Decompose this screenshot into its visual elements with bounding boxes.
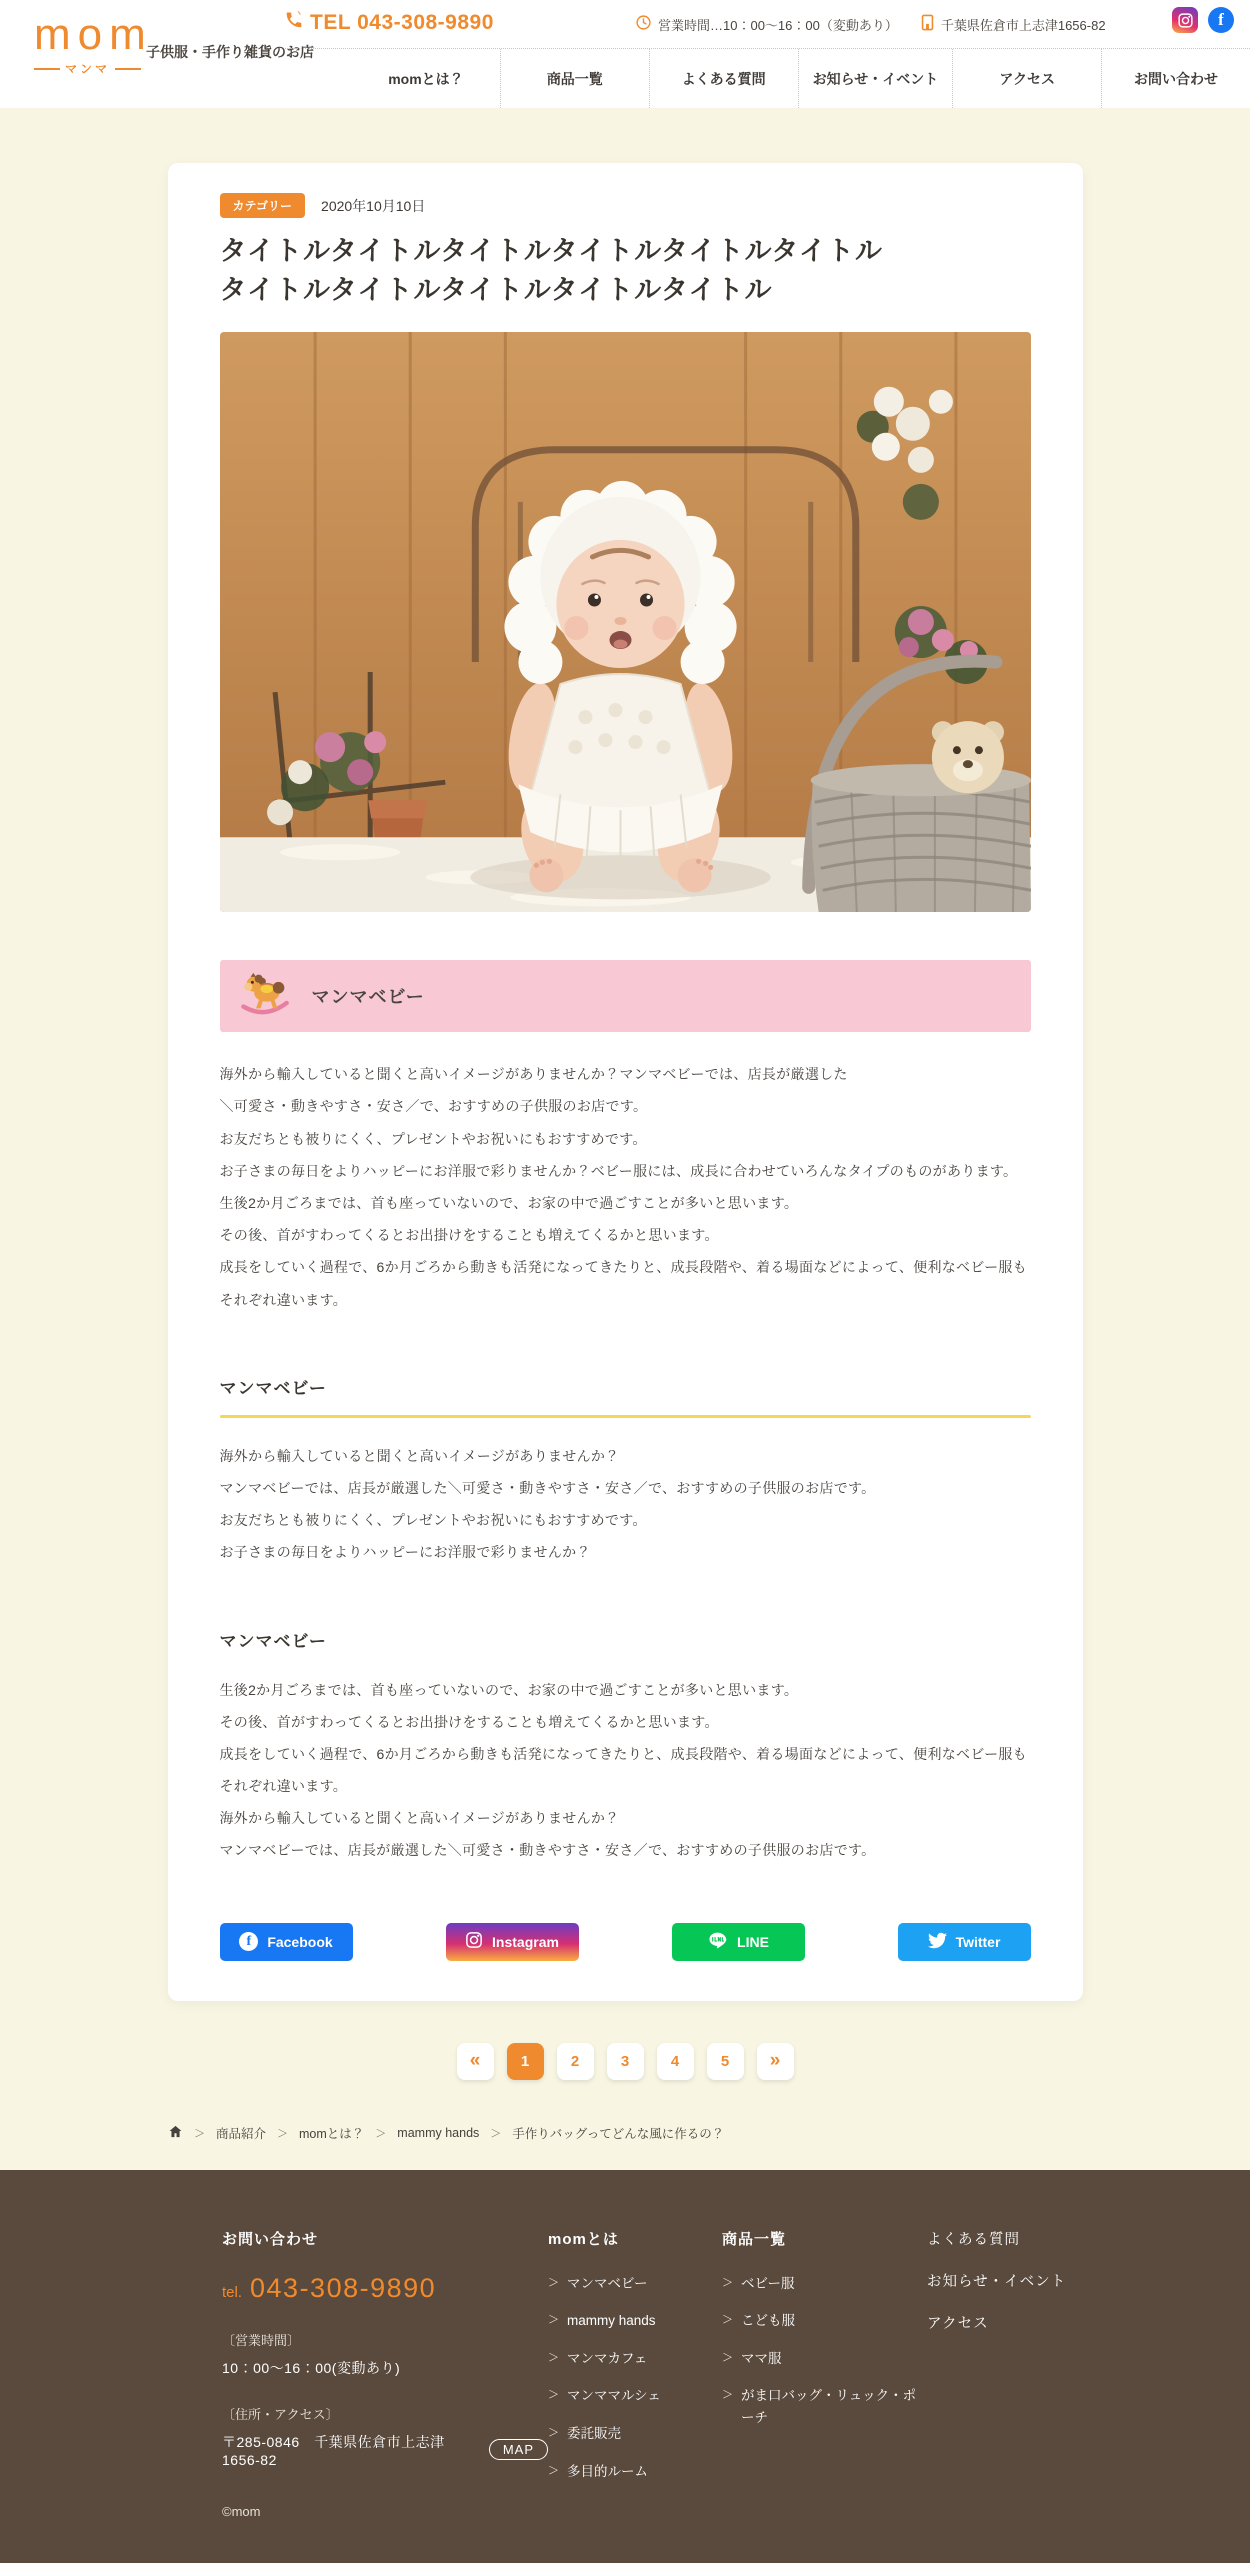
copyright: ©mom	[222, 2503, 261, 2519]
nav-item-access[interactable]: アクセス	[952, 49, 1101, 108]
main-navigation	[352, 49, 1250, 108]
footer-contact-heading: お問い合わせ	[222, 2230, 319, 2248]
footer-about-column	[548, 2228, 722, 2519]
footer-link-label: マンマカフェ	[567, 2350, 648, 2366]
facebook-icon[interactable]: f	[1208, 7, 1234, 33]
intro-line: 成長をしていく過程で、6か月ごろから動きも活発になってきたりと、成長段階や、着る場面などによって、便利なベビー服もそれぞれ違います。	[219, 1259, 1027, 1308]
chevron-right-icon: ＞	[722, 2276, 733, 2289]
footer-hours-label: 〔営業時間〕	[222, 2332, 301, 2348]
footer-columns	[222, 2228, 1250, 2519]
breadcrumb-separator: ＞	[490, 2127, 502, 2140]
site-logo[interactable]	[34, 12, 153, 77]
section-heading: マンマベビー	[219, 1631, 327, 1651]
footer-address-value: 〒285-0846 千葉県佐倉市上志津1656-82	[222, 2433, 445, 2468]
breadcrumb-separator: ＞	[277, 2127, 289, 2140]
article-title	[220, 232, 1031, 310]
footer-contact-column	[222, 2228, 548, 2519]
footer-link-label: こども服	[741, 2313, 795, 2329]
breadcrumb-item-about[interactable]: momとは？	[299, 2126, 365, 2141]
section-line: 海外から輸入していると聞くと高いイメージがありませんか？	[219, 1810, 620, 1827]
footer-tel-prefix: tel.	[222, 2283, 243, 2301]
phone-icon	[283, 10, 303, 36]
footer-link-news[interactable]: お知らせ・イベント	[927, 2273, 1067, 2290]
footer-tel-number: 043-308-9890	[250, 2272, 437, 2303]
home-icon[interactable]	[168, 2124, 183, 2142]
intro-line: その後、首がすわってくるとお出掛けをすることも増えてくるかと思います。	[219, 1227, 719, 1244]
footer-link-bags-pouches[interactable]	[722, 2385, 927, 2428]
footer-link-label: ベビー服	[741, 2275, 795, 2291]
header-phone-link[interactable]	[283, 10, 494, 36]
share-twitter-label: Twitter	[955, 1933, 1001, 1950]
footer-link-label: mammy hands	[567, 2313, 656, 2329]
nav-item-about[interactable]: momとは？	[388, 70, 464, 87]
footer-hours-value: 10：00～16：00(変動あり)	[222, 2359, 401, 2376]
article-card	[168, 163, 1083, 2001]
footer-link-label: ママ服	[741, 2350, 782, 2366]
share-facebook-label: Facebook	[267, 1933, 333, 1950]
logo-text: mom	[34, 10, 153, 59]
section-line: お子さまの毎日をよりハッピーにお洋服で彩りませんか？	[219, 1544, 591, 1561]
chevron-right-icon: ＞	[722, 2351, 733, 2364]
article-section-2	[220, 1627, 1031, 1867]
chevron-right-icon: ＞	[548, 2464, 559, 2477]
footer-link-consignment[interactable]	[548, 2423, 722, 2445]
pagination-next-button[interactable]: »	[757, 2043, 794, 2080]
header-phone-number: TEL 043-308-9890	[310, 11, 494, 34]
article-title-line2: タイトルタイトルタイトルタイトルタイトル	[219, 275, 773, 306]
main-content	[0, 108, 1250, 2170]
footer-link-multipurpose-room[interactable]	[548, 2461, 722, 2483]
pagination-page-2[interactable]: 2	[557, 2043, 594, 2080]
nav-item-contact[interactable]: お問い合わせ	[1101, 49, 1250, 108]
header-social-icons	[1172, 7, 1234, 33]
category-badge[interactable]: カテゴリー	[220, 193, 306, 218]
footer-link-manma-cafe[interactable]	[548, 2348, 722, 2370]
intro-line: ＼可愛さ・動きやすさ・安さ／で、おすすめの子供服のお店です。	[219, 1098, 648, 1115]
article-section-1	[220, 1374, 1031, 1569]
footer-products-heading: 商品一覧	[722, 2230, 787, 2248]
breadcrumb-item-current: 手作りバッグってどんな風に作るの？	[512, 2126, 725, 2141]
share-buttons	[220, 1923, 1031, 1961]
footer-phone-link[interactable]	[222, 2273, 548, 2304]
footer-address-label: 〔住所・アクセス〕	[222, 2406, 339, 2422]
footer-link-label: マンママルシェ	[567, 2388, 661, 2404]
footer-quick-links-column	[927, 2228, 1066, 2519]
footer-link-label: マンマベビー	[567, 2275, 648, 2291]
chevron-right-icon: ＞	[722, 2314, 733, 2327]
nav-item-news[interactable]: お知らせ・イベント	[798, 49, 953, 108]
banner-label: マンマベビー	[311, 987, 425, 1008]
footer-link-label: 多目的ルーム	[567, 2463, 648, 2479]
breadcrumb-separator: ＞	[194, 2127, 205, 2140]
breadcrumb-item-mammy-hands[interactable]: mammy hands	[397, 2125, 480, 2140]
footer-link-baby-clothes[interactable]	[722, 2273, 927, 2295]
article-date: 2020年10月10日	[321, 197, 426, 214]
pagination-prev-button[interactable]: «	[457, 2043, 494, 2080]
footer-address-line	[222, 2432, 548, 2468]
store-address	[920, 14, 1106, 34]
clock-icon	[635, 14, 652, 34]
chevron-right-icon: ＞	[548, 2427, 559, 2440]
footer-link-mama-clothes[interactable]	[722, 2348, 927, 2370]
business-hours-text: 営業時間…10：00～16：00（変動あり）	[658, 17, 898, 33]
breadcrumb-item-products[interactable]: 商品紹介	[216, 2126, 267, 2141]
section-banner	[220, 960, 1031, 1032]
intro-line: お友だちとも被りにくく、プレゼントやお祝いにもおすすめです。	[219, 1130, 647, 1147]
section-line: 海外から輸入していると聞くと高いイメージがありませんか？	[219, 1447, 620, 1464]
pagination-page-1[interactable]: 1	[507, 2043, 544, 2080]
instagram-icon[interactable]	[1172, 7, 1198, 33]
section-paragraphs	[220, 1674, 1031, 1867]
chevron-right-icon: ＞	[722, 2389, 733, 2402]
section-line: マンマベビーでは、店長が厳選した＼可愛さ・動きやすさ・安さ／で、おすすめの子供服のお店です。	[219, 1842, 876, 1859]
store-address-text: 千葉県佐倉市上志津1656-82	[940, 17, 1106, 33]
chevron-right-icon: ＞	[548, 2389, 559, 2402]
intro-line: お子さまの毎日をよりハッピーにお洋服で彩りませんか？ベビー服には、成長に合わせていろんなタイプのものがあります。	[219, 1162, 1018, 1179]
twitter-icon	[928, 1931, 947, 1953]
pagination	[0, 2043, 1250, 2080]
instagram-icon	[465, 1931, 483, 1952]
share-line-button[interactable]	[672, 1923, 805, 1961]
business-hours	[635, 14, 898, 34]
share-twitter-button[interactable]	[898, 1923, 1031, 1961]
facebook-icon: f	[239, 1932, 258, 1951]
footer-products-column	[722, 2228, 927, 2519]
map-button[interactable]: MAP	[489, 2439, 548, 2460]
nav-item-faq[interactable]: よくある質問	[649, 49, 798, 108]
section-line: マンマベビーでは、店長が厳選した＼可愛さ・動きやすさ・安さ／で、おすすめの子供服のお店です。	[219, 1479, 876, 1496]
footer-link-manma-marche[interactable]	[548, 2385, 722, 2407]
chevron-right-icon: ＞	[548, 2276, 559, 2289]
section-line: 生後2か月ごろまでは、首も座っていないので、お家の中で過ごすことが多いと思います。	[219, 1681, 799, 1698]
footer-link-faq[interactable]: よくある質問	[927, 2231, 1020, 2248]
rocking-horse-icon	[238, 972, 292, 1021]
footer-link-mammy-hands[interactable]	[548, 2310, 722, 2332]
intro-line: 生後2か月ごろまでは、首も座っていないので、お家の中で過ごすことが多いと思います。	[219, 1195, 799, 1212]
intro-paragraphs	[220, 1058, 1031, 1316]
site-header	[0, 0, 1250, 108]
breadcrumb	[168, 2124, 1250, 2170]
section-line: 成長をしていく過程で、6か月ごろから動きも活発になってきたりと、成長段階や、着る場面などによって、便利なベビー服もそれぞれ違います。	[219, 1745, 1027, 1795]
share-facebook-button[interactable]	[220, 1923, 353, 1961]
site-tagline: 子供服・手作り雑貨のお店	[146, 44, 314, 60]
footer-link-manma-baby[interactable]	[548, 2273, 722, 2295]
pagination-page-3[interactable]: 3	[607, 2043, 644, 2080]
logo-subtext: マンマ	[34, 60, 153, 77]
footer-link-kids-clothes[interactable]	[722, 2310, 927, 2332]
footer-about-heading: momとは	[548, 2230, 619, 2248]
chevron-right-icon: ＞	[548, 2351, 559, 2364]
section-line: その後、首がすわってくるとお出掛けをすることも増えてくるかと思います。	[219, 1713, 719, 1730]
share-instagram-label: Instagram	[492, 1933, 559, 1950]
pagination-page-4[interactable]: 4	[657, 2043, 694, 2080]
site-footer	[0, 2170, 1250, 2563]
footer-link-label: 委託販売	[567, 2426, 621, 2442]
footer-link-label: がま口バッグ・リュック・ポーチ	[741, 2388, 917, 2426]
section-line: お友だちとも被りにくく、プレゼントやお祝いにもおすすめです。	[219, 1512, 647, 1529]
article-meta	[220, 193, 1031, 218]
share-instagram-button[interactable]	[446, 1923, 579, 1961]
footer-link-access[interactable]: アクセス	[927, 2315, 989, 2332]
share-line-label: LINE	[737, 1933, 769, 1950]
heading-underline	[220, 1415, 1031, 1418]
header-info-row	[635, 14, 1106, 34]
nav-item-products[interactable]: 商品一覧	[500, 49, 649, 108]
pagination-page-5[interactable]: 5	[707, 2043, 744, 2080]
article-title-line1: タイトルタイトルタイトルタイトルタイトルタイトル	[219, 236, 883, 266]
intro-line: 海外から輸入していると聞くと高いイメージがありませんか？マンマベビーでは、店長が厳選した	[219, 1066, 848, 1083]
line-icon	[707, 1930, 728, 1954]
article-photo	[220, 332, 1031, 912]
section-heading: マンマベビー	[219, 1378, 327, 1398]
building-icon	[920, 14, 935, 34]
section-paragraphs	[220, 1440, 1031, 1569]
chevron-right-icon: ＞	[548, 2314, 559, 2327]
breadcrumb-separator: ＞	[375, 2127, 387, 2140]
